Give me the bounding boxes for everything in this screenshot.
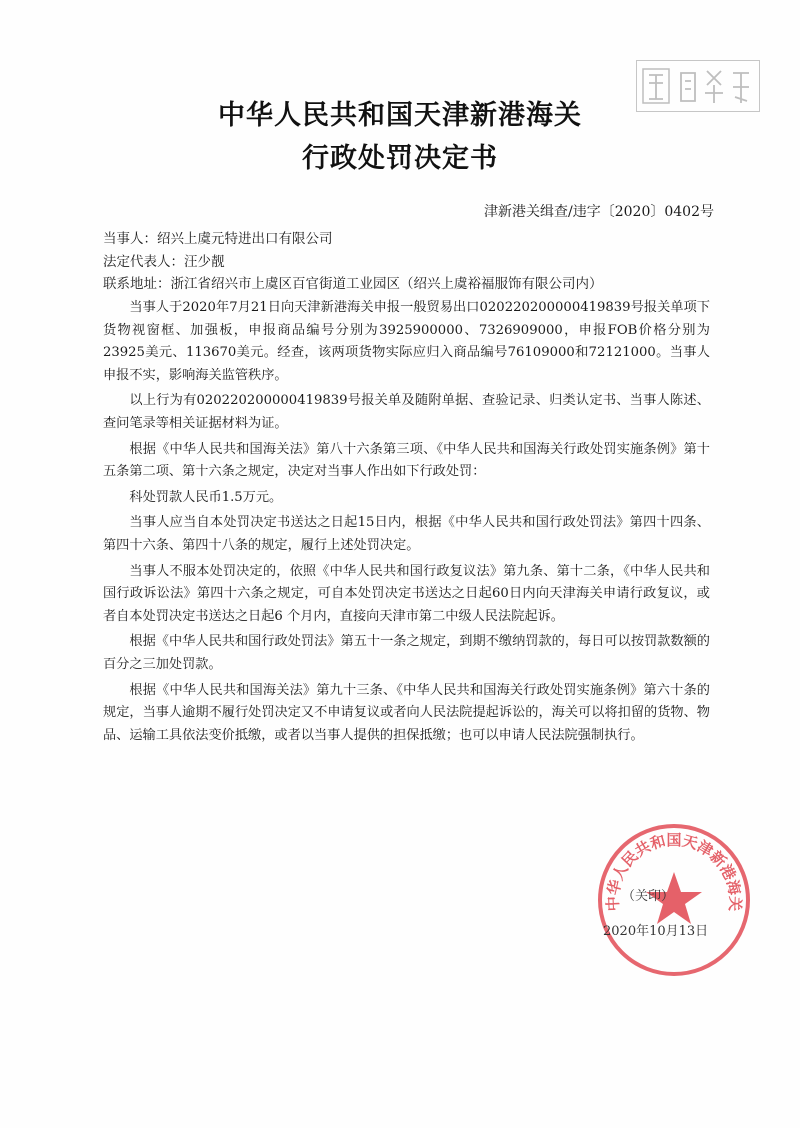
signer-label: （关印） xyxy=(622,889,675,904)
body-paragraph: 科处罚款人民币1.5万元。 xyxy=(129,489,283,505)
body-paragraph: 当事人应当自本处罚决定书送达之日起15日内，根据《中华人民共和国行政处罚法》第四十四条、第四十六条、第四十八条的规定，履行上述处罚决定。 xyxy=(103,515,710,553)
body-paragraph: 根据《中华人民共和国海关法》第八十六条第三项、《中华人民共和国海关行政处罚实施条例》第十五条第二项、第十六条之规定，决定对当事人作出如下行政处罚： xyxy=(103,441,710,480)
party-line: 当事人：绍兴上虞元特进出口有限公司 xyxy=(103,231,333,247)
legal-rep-line: 法定代表人：汪少靓 xyxy=(103,254,225,270)
document-subtitle: 行政处罚决定书 xyxy=(302,143,498,174)
body-paragraph: 根据《中华人民共和国海关法》第九十三条、《中华人民共和国海关行政处罚实施条例》第六十条的规定，当事人逾期不履行处罚决定又不申请复议或者向人民法院提起诉讼的，海关可以将扣留的货物、物品、运输工具依法变价抵缴，或者以当事人提供的担保抵缴；也可以申请人民法院强制执行。 xyxy=(103,682,710,743)
address-line: 联系地址：浙江省绍兴市上虞区百官街道工业园区（绍兴上虞裕福服饰有限公司内） xyxy=(103,276,603,292)
seal-ring-text: 中华人民共和国天津新港海关 xyxy=(603,831,745,912)
body-paragraph: 根据《中华人民共和国行政处罚法》第五十一条之规定，到期不缴纳罚款的，每日可以按罚款数额的百分之三加处罚款。 xyxy=(103,634,710,672)
body-paragraph: 以上行为有020220200000419839号报关单及随附单据、查验记录、归类认定书、当事人陈述、查问笔录等相关证据材料为证。 xyxy=(103,393,710,431)
document-number: 津新港关缉查/违字〔2020〕0402号 xyxy=(484,204,714,220)
body-paragraph: 当事人不服本处罚决定的，依照《中华人民共和国行政复议法》第九条、第十二条，《中华人民共和国行政诉讼法》第四十六条之规定，可自本处罚决定书送达之日起60日内向天津海关申请行政复议，或者自本处罚决定书送达之日起6 个月内，直接向天津市第二中级人民法院起诉。 xyxy=(103,563,710,624)
decision-date: 2020年10月13日 xyxy=(603,924,709,939)
body-paragraph: 当事人于2020年7月21日向天津新港海关申报一般贸易出口020220200000419839号报关单项下货物视窗框、加强板，申报商品编号分别为3925900000、7326909000，申报FOB价格分别为23925美元、113670美元。经查，该两项货物实际应归入商品编号76109000和72121000。当事人申报不实，影响海关监管秩序。 xyxy=(103,300,710,383)
document-title: 中华人民共和国天津新港海关 xyxy=(218,100,582,131)
decision-body xyxy=(103,297,710,750)
